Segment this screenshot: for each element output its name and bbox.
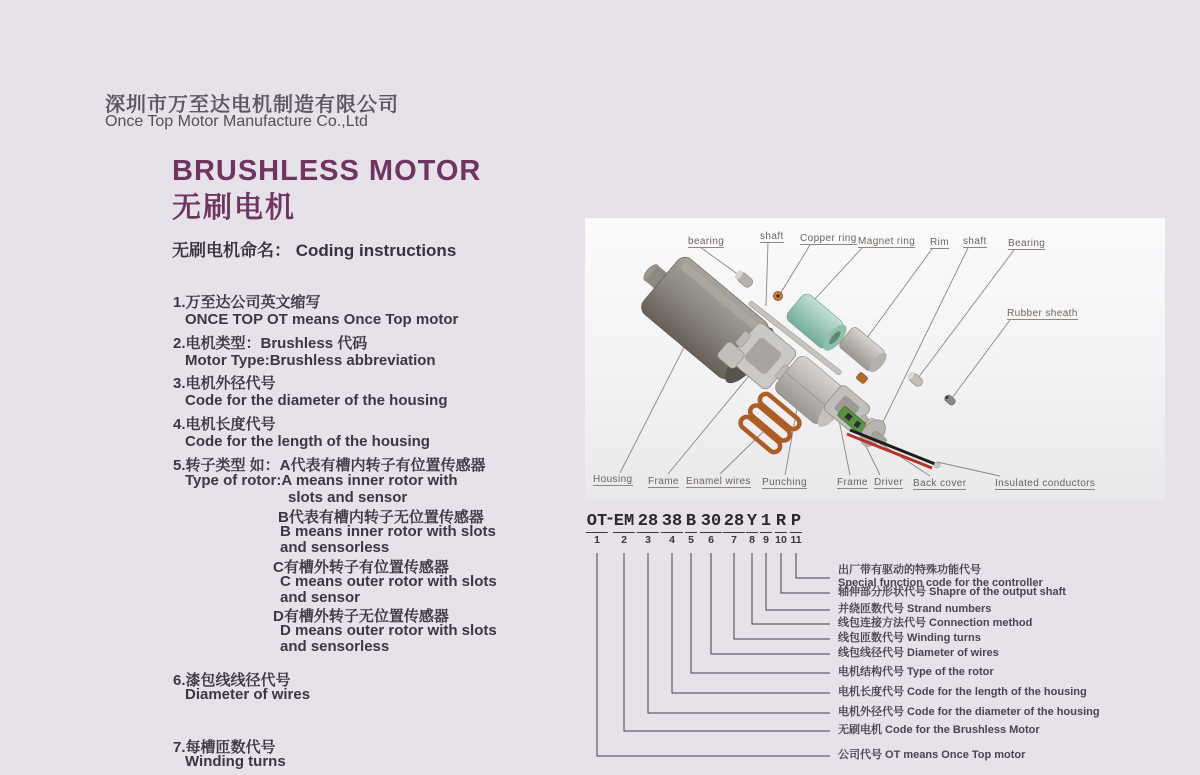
- instruction-line: B代表有槽内转子无位置传感器: [278, 509, 484, 526]
- part-label-copper-ring: Copper ring: [800, 233, 857, 244]
- code-annotation-5: [838, 666, 994, 679]
- code-annotation-line: 线包匝数代号 Winding turns: [838, 632, 981, 644]
- code-segment-number: 2: [621, 534, 627, 546]
- part-label-back-cover: Back cover: [913, 478, 967, 489]
- code-segment-number: 4: [669, 534, 675, 546]
- code-segment-text: 28: [637, 512, 659, 531]
- part-label-frame: Frame: [648, 476, 679, 487]
- instruction-line: D有槽外转子无位置传感器: [273, 608, 449, 625]
- part-label-punching: Punching: [762, 477, 807, 488]
- motor-exploded-diagram: [585, 218, 1165, 500]
- instruction-line: ONCE TOP OT means Once Top motor: [185, 311, 459, 328]
- code-segment-2: [613, 513, 635, 546]
- code-segment-text: 30: [700, 512, 722, 531]
- code-annotation-line: 电机长度代号 Code for the length of the housing: [838, 686, 1087, 698]
- page-title-cn: 无刷电机: [172, 192, 297, 224]
- code-annotation-8: [838, 617, 1032, 630]
- code-separator: -: [604, 510, 616, 529]
- instruction-line: and sensor: [280, 589, 361, 606]
- code-annotation-6: [838, 647, 999, 660]
- connector-line-2: [624, 553, 830, 731]
- code-segment-number: 1: [594, 534, 600, 546]
- coding-instructions-heading: 无刷电机命名： Coding instructions: [172, 241, 457, 260]
- instruction-line: 1.万至达公司英文缩写: [173, 294, 321, 311]
- instruction-line: 6.漆包线线径代号: [173, 672, 291, 689]
- instruction-line: 2.电机类型：Brushless 代码: [173, 335, 368, 352]
- code-segment-8: [746, 513, 758, 546]
- code-annotation-line: 电机外径代号 Code for the diameter of the housing: [838, 706, 1100, 718]
- part-label-rim: Rim: [930, 237, 949, 248]
- code-segment-9: [760, 513, 772, 546]
- code-segment-text: B: [685, 512, 697, 531]
- code-segment-number: 3: [645, 534, 651, 546]
- code-annotation-line: 出厂带有驱动的特殊功能代号: [838, 564, 981, 576]
- code-annotation-1: [838, 749, 1025, 762]
- code-segment-10: [775, 513, 787, 546]
- instruction-line: Motor Type:Brushless abbreviation: [185, 352, 436, 369]
- part-label-magnet-ring: Magnet ring: [858, 236, 916, 247]
- company-name-cn: 深圳市万至达电机制造有限公司: [105, 94, 399, 116]
- rubber-sheath-part: [944, 394, 957, 406]
- instruction-line: Code for the length of the housing: [185, 433, 430, 450]
- connector-line-11: [796, 553, 830, 578]
- code-annotation-line: Special function code for the controller: [838, 577, 1043, 589]
- copper-ring-part: [774, 292, 783, 301]
- code-annotation-line: 并绕匝数代号 Strand numbers: [838, 603, 992, 615]
- part-label-bearing: Bearing: [1008, 238, 1046, 249]
- instruction-line: 5.转子类型 如：A代表有槽内转子有位置传感器: [173, 457, 486, 474]
- part-label-shaft: shaft: [963, 236, 987, 247]
- code-segment-number: 5: [688, 534, 694, 546]
- code-annotation-line: 线包连接方法代号 Connection method: [838, 617, 1033, 629]
- instruction-line: Code for the diameter of the housing: [185, 392, 448, 409]
- code-segment-number: 9: [763, 534, 769, 546]
- code-annotation-9: [838, 603, 991, 616]
- part-label-shaft: shaft: [760, 231, 784, 242]
- code-annotation-line: 无刷电机 Code for the Brushless Motor: [838, 724, 1040, 736]
- connector-line-5: [691, 553, 830, 673]
- company-name-en: Once Top Motor Manufacture Co.,Ltd: [105, 113, 368, 130]
- connector-line-1: [597, 553, 830, 756]
- instruction-line: D means outer rotor with slots: [280, 622, 497, 639]
- part-label-housing: Housing: [593, 474, 633, 485]
- code-segment-5: [685, 513, 697, 546]
- instruction-line: and sensorless: [280, 638, 390, 655]
- code-segment-text: R: [775, 512, 787, 531]
- code-annotation-line: 线包线径代号 Diameter of wires: [838, 647, 999, 659]
- instruction-line: and sensorless: [280, 539, 390, 556]
- instruction-line: 4.电机长度代号: [173, 416, 276, 433]
- code-segment-7: [723, 513, 745, 546]
- code-segment-text: 38: [661, 512, 683, 531]
- code-segment-number: 8: [749, 534, 755, 546]
- code-segment-number: 11: [790, 534, 802, 546]
- code-annotation-line: 公司代号 OT means Once Top motor: [838, 749, 1026, 761]
- code-annotation-line: 电机结构代号 Type of the rotor: [838, 666, 994, 678]
- code-segment-number: 10: [775, 534, 787, 546]
- code-segment-6: [700, 513, 722, 546]
- code-segment-text: OT: [586, 512, 608, 531]
- instruction-line: 7.每槽匝数代号: [173, 739, 276, 756]
- part-label-bearing: bearing: [688, 236, 725, 247]
- part-label-frame: Frame: [837, 477, 868, 488]
- code-segment-text: EM: [613, 512, 635, 531]
- instruction-line: B means inner rotor with slots: [280, 523, 496, 540]
- copper-piece-part: [856, 372, 869, 385]
- code-segment-text: 1: [760, 512, 772, 531]
- code-annotation-2: [838, 724, 1040, 737]
- instruction-line: C有槽外转子有位置传感器: [273, 559, 449, 576]
- code-annotation-7: [838, 632, 981, 645]
- code-segment-number: 7: [731, 534, 737, 546]
- instruction-line: Diameter of wires: [185, 686, 311, 703]
- insulated-conductors-part: [847, 430, 940, 468]
- instruction-line: C means outer rotor with slots: [280, 573, 497, 590]
- connector-line-3: [648, 553, 830, 713]
- instruction-line: 3.电机外径代号: [173, 375, 276, 392]
- connector-line-10: [781, 553, 830, 593]
- bearing-part: [733, 269, 754, 289]
- connector-line-4: [672, 553, 830, 693]
- code-segment-4: [661, 513, 683, 546]
- connector-line-8: [752, 553, 830, 624]
- part-label-driver: Driver: [874, 477, 904, 488]
- part-label-insulated-conductors: Insulated conductors: [995, 478, 1096, 489]
- code-segment-text: Y: [746, 512, 758, 531]
- part-label-rubber-sheath: Rubber sheath: [1007, 308, 1078, 319]
- instruction-line: Type of rotor:A means inner rotor with: [185, 472, 458, 489]
- page-title-en: BRUSHLESS MOTOR: [172, 155, 482, 187]
- code-segment-3: [637, 513, 659, 546]
- connector-line-9: [766, 553, 830, 610]
- instruction-line: Winding turns: [185, 753, 286, 770]
- code-segment-number: 6: [708, 534, 714, 546]
- code-annotation-3: [838, 706, 1100, 719]
- part-label-enamel-wires: Enamel wires: [686, 476, 751, 487]
- code-annotation-line: 轴伸部分形状代号 Shapre of the output shaft: [838, 586, 1066, 598]
- code-segment-11: [790, 513, 802, 546]
- code-annotation-10: [838, 586, 1066, 599]
- instruction-line: slots and sensor: [288, 489, 408, 506]
- connector-line-6: [711, 553, 830, 654]
- code-annotation-4: [838, 686, 1087, 699]
- code-segment-text: P: [790, 512, 802, 531]
- motor-diagram-graphic: [585, 218, 1165, 500]
- connector-line-7: [734, 553, 830, 639]
- code-segment-text: 28: [723, 512, 745, 531]
